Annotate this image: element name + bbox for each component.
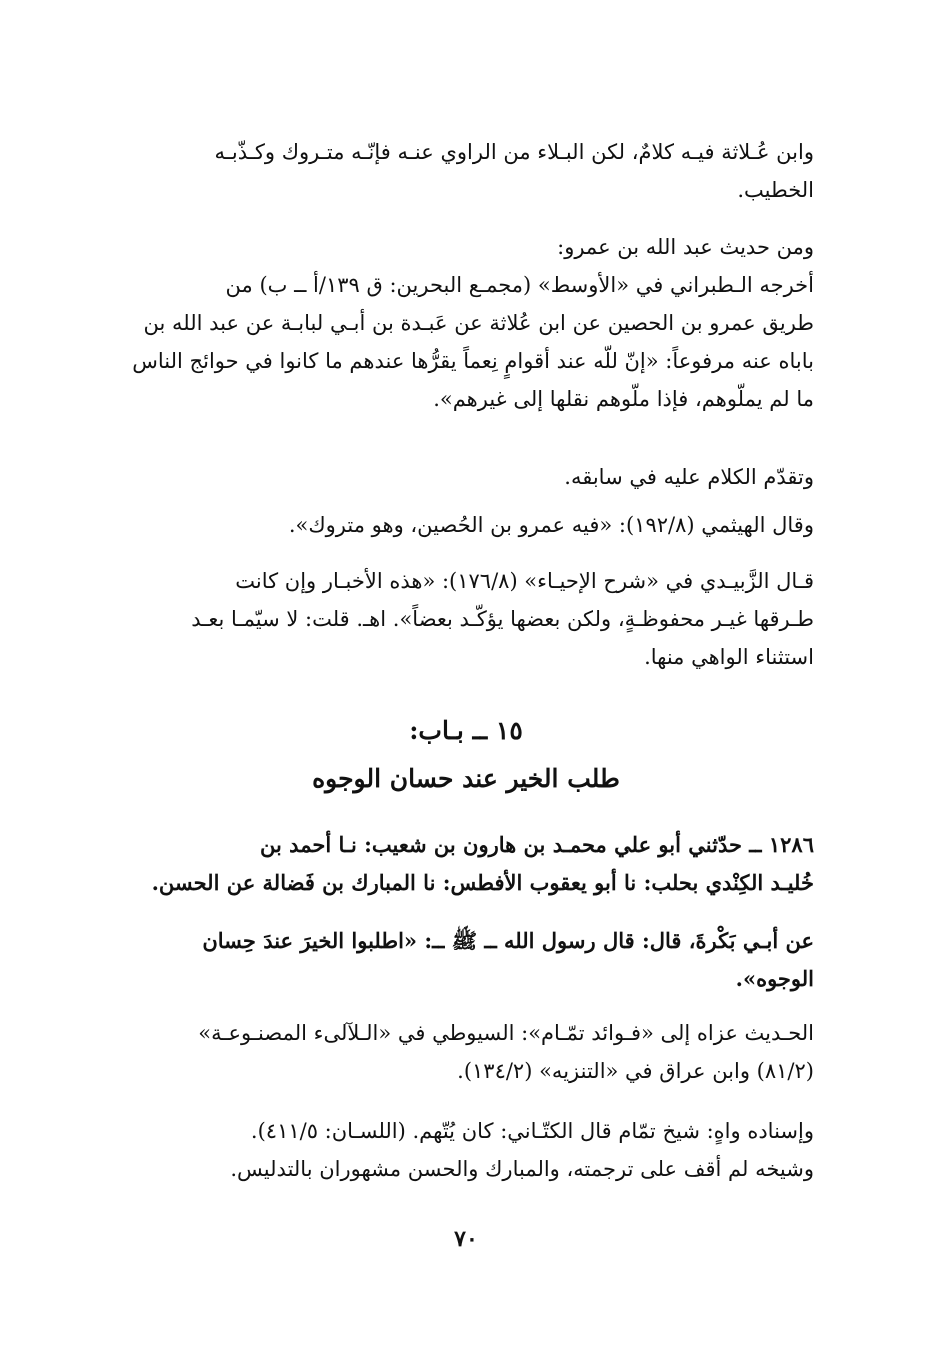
text-line: (٨١/٢) وابن عراق في «التنزيه» (١٣٤/٢). (457, 1059, 814, 1083)
hadith-matn (114, 922, 814, 998)
paragraph-haythami (114, 506, 814, 544)
hadith-isnad (114, 826, 814, 902)
text-line: ومن حديث عبد الله بن عمرو: (557, 235, 814, 259)
text-line: ١٢٨٦ ــ حدّثني أبو علي محمـد بن هارون بن شعيب: نـا أحمد بن (260, 832, 814, 857)
text-line: وابن عُـلاثة فيـه كلامٌ، لكن البـلاء من الراوي عنـه فإنّـه متـروك وكـذّبـه (214, 140, 814, 164)
text-line: عن أبـي بَكْرةَ، قال: قال رسول الله ــ ﷺ ــ: «اطلبوا الخيرَ عندَ حِسان (202, 928, 814, 953)
text-line: طريق عمرو بن الحصين عن ابن عُلاثة عن عَبـدة بن أبـي لبابـة عن عبد الله بن (143, 311, 814, 335)
text-line: قـال الزَّبيـدي في «شرح الإحيـاء» (١٧٦/٨): «هذه الأخبـار وإن كانت (235, 569, 814, 593)
paragraph-abdullah-hadith-intro (114, 228, 814, 266)
text-line: الحـديث عزاه إلى «فـوائد تمّـام»: السيوطي في «الـلآلىء المصنـوعـة» (198, 1021, 814, 1045)
paragraph-zabidi (114, 562, 814, 676)
text-line: طـرقها غيـر محفوظـةٍ، ولكن بعضها يؤكّـد بعضاً». اهـ. قلت: لا سيّمـا بعـد (191, 607, 814, 631)
paragraph-isnad-grading (114, 1112, 814, 1188)
text-line: استثناء الواهي منها. (644, 645, 814, 669)
text-line: وشيخه لم أقف على ترجمته، والمبارك والحسن مشهوران بالتدليس. (230, 1157, 814, 1181)
text-line: خُليـد الكِنْدي بحلب: نا أبو يعقوب الأفطس: نا المبارك بن فَضالة عن الحسن. (151, 870, 814, 895)
paragraph-suyuti-attribution (114, 1014, 814, 1090)
text-line: أخرجه الـطبراني في «الأوسط» (مجمـع البحرين: ق ١٣٩/أ ــ ب) من (225, 273, 814, 297)
paragraph-ibn-ulatha (114, 133, 814, 209)
text-line: الوجوه». (735, 966, 814, 991)
page-number: ٧٠ (454, 1226, 478, 1252)
paragraph-previous-discussion (114, 458, 814, 496)
text-line: باباه عنه مرفوعاً: «إنّ للّه عند أقوامٍ نِعماً يقرُّها عندهم ما كانوا في حوائج الناس (132, 349, 814, 373)
chapter-number-heading: ١٥ ــ بـاب: (409, 716, 523, 745)
text-line: وتقدّم الكلام عليه في سابقه. (564, 465, 814, 489)
text-line: الخطيب. (737, 178, 814, 202)
text-line: وقال الهيثمي (١٩٢/٨): «فيه عمرو بن الحُصين، وهو متروك». (288, 513, 814, 537)
chapter-title-heading: طلب الخير عند حسان الوجوه (312, 764, 620, 793)
text-line: وإسناده واهٍ: شيخ تمّام قال الكتّـاني: كان يُتّهم. (اللسـان: ٤١١/٥). (250, 1119, 814, 1143)
text-line: ما لم يملّوهم، فإذا ملّوهم نقلها إلى غيرهم». (433, 387, 814, 411)
paragraph-tabarani-takhrij (114, 266, 814, 418)
